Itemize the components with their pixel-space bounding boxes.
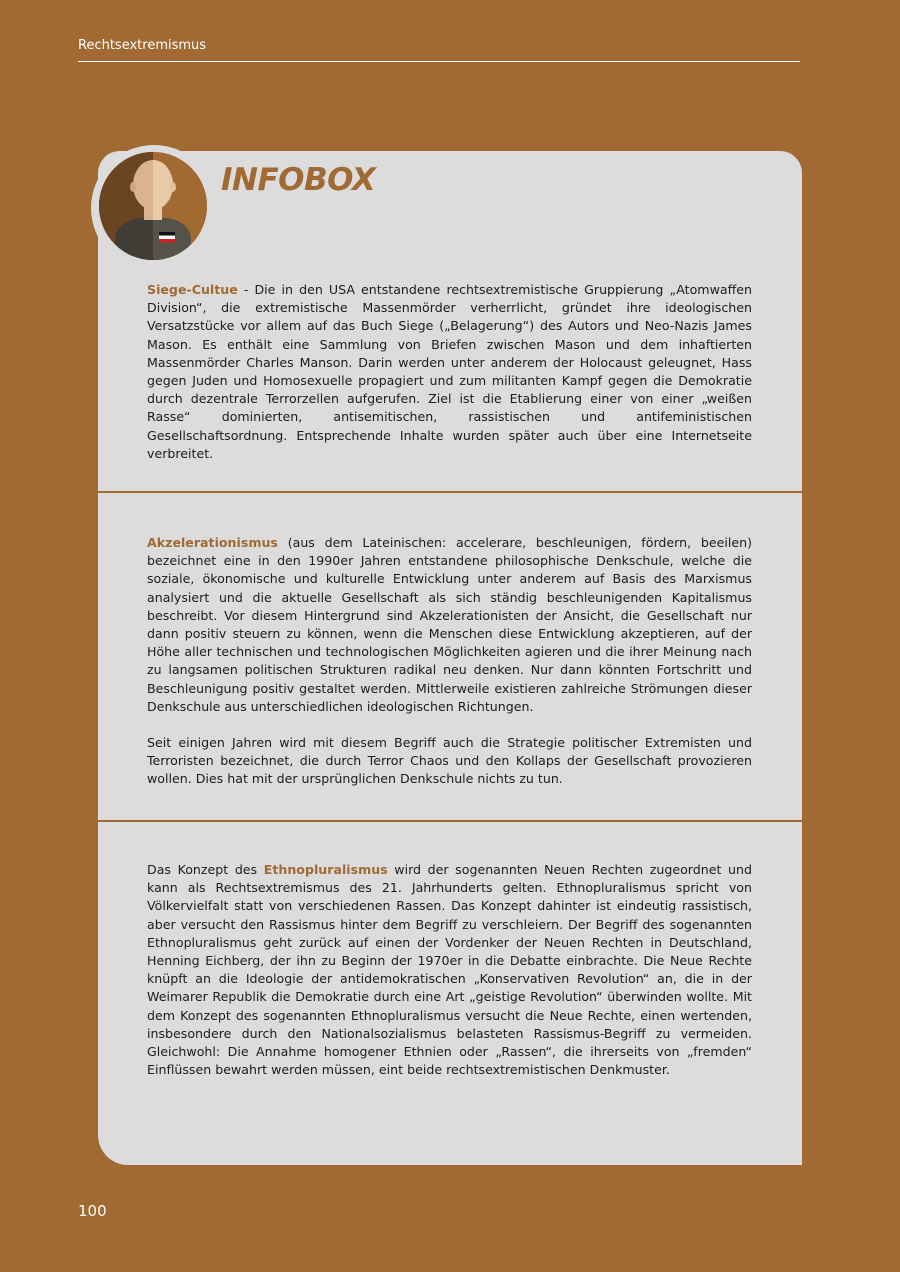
term-akzelerationismus: Akzelerationismus: [147, 535, 278, 550]
paragraph: Seit einigen Jahren wird mit diesem Begriff auch die Strategie politischer Extremisten und Terroristen bezeichnet, die durch Terror Chaos und den Kollaps der Gesellschaft provozieren wollen. Dies hat mit der ursprünglichen Denkschule nichts zu tun.: [147, 735, 752, 787]
section-divider: [98, 820, 802, 822]
paragraph: Das Konzept des Ethnopluralismus wird der sogenannten Neuen Rechten zugeordnet und kann als Rechtsextremismus des 21. Jahrhunderts gelten. Ethnopluralismus spricht von Völkervielfalt statt von verschiedenen Rassen. Das Konzept dahinter ist eindeutig rassistisch, aber versucht den Rassismus hinter dem Begriff zu verschleiern. Der Begriff des sogenannten Ethnopluralismus geht zurück auf einen der Vordenker der Neuen Rechten in Deutschland, Henning Eichberg, der ihn zu Beginn der 1970er in die Debatte einbrachte. Die Neue Rechte knüpft an die Ideologie der antidemokratischen „Konservativen Revolution“ an, die in der Weimarer Republik die Demokratie durch eine Art „geistige Revolution“ überwinden wollte. Mit dem Konzept des sogenannten Ethnopluralismus versucht die Neue Rechte, einen wertenden, insbesondere durch den Nationalsozialismus belasteten Rassismus-Begriff zu vermeiden. Gleichwohl: Die Annahme homogener Ethnien oder „Rassen“, die ihrerseits von „fremden“ Einflüssen bewahrt werden müssen, eint beide rechtsextremistischen Denkmuster.: [147, 862, 752, 1078]
section-ethnopluralismus: [147, 861, 752, 1079]
section-siege-culture: [147, 281, 752, 463]
paragraph: Akzelerationismus (aus dem Lateinischen: accelerare, beschleunigen, fördern, beeilen) bezeichnet eine in den 1990er Jahren entstandene philosophische Denkschule, welche die soziale, ökonomische und kulturelle Entwicklung unter anderem auf Basis des Marxismus analysiert und die aktuelle Gesellschaft als sich ständig beschleunigenden Kapitalismus beschreibt. Vor diesem Hintergrund sind Akzelerationisten der Ansicht, die Gesellschaft nur dann positiv steuern zu können, wenn die Menschen diese Entwicklung akzeptieren, auf der Höhe aller technischen und technologischen Möglichkeiten agieren und die ihrer Meinung nach zu langsamen politischen Strukturen radikal neu denken. Nur dann könnten Fortschritt und Beschleunigung positiv gestaltet werden. Mittlerweile existieren zahlreiche Strömungen dieser Denkschule aus unterschiedlichen ideologischen Richtungen.: [147, 535, 752, 714]
paragraph: Siege-Cultue - Die in den USA entstandene rechtsextremistische Gruppierung „Atomwaffen Division“, die extremistische Massenmörder verherrlicht, gründet ihre ideologischen Versatzstücke vor allem auf das Buch Siege („Belagerung“) des Autors und Neo-Nazis James Mason. Es enthält eine Sammlung von Briefen zwischen Mason und dem inhaftierten Massenmörder Charles Manson. Darin werden unter anderem der Holocaust geleugnet, Hass gegen Juden und Homosexuelle propagiert und zum militanten Kampf gegen die Demokratie durch dezentrale Terrorzellen aufgerufen. Ziel ist die Etablierung einer von einer „weißen Rasse“ dominierten, antisemitischen, rassistischen und antifeministischen Gesellschaftsordnung. Entsprechende Inhalte wurden später auch über eine Internetseite verbreitet.: [147, 282, 752, 461]
infobox-title: INFOBOX: [221, 162, 376, 198]
term-ethnopluralismus: Ethnopluralismus: [263, 862, 388, 877]
term-siege-cultue: Siege-Cultue: [147, 282, 238, 297]
section-akzelerationismus: [147, 534, 752, 789]
section-divider: [98, 491, 802, 493]
header-rule: [78, 61, 800, 62]
running-head: Rechtsextremismus: [78, 38, 207, 53]
page-number: 100: [78, 1202, 107, 1220]
extremist-avatar-icon: [99, 152, 207, 260]
